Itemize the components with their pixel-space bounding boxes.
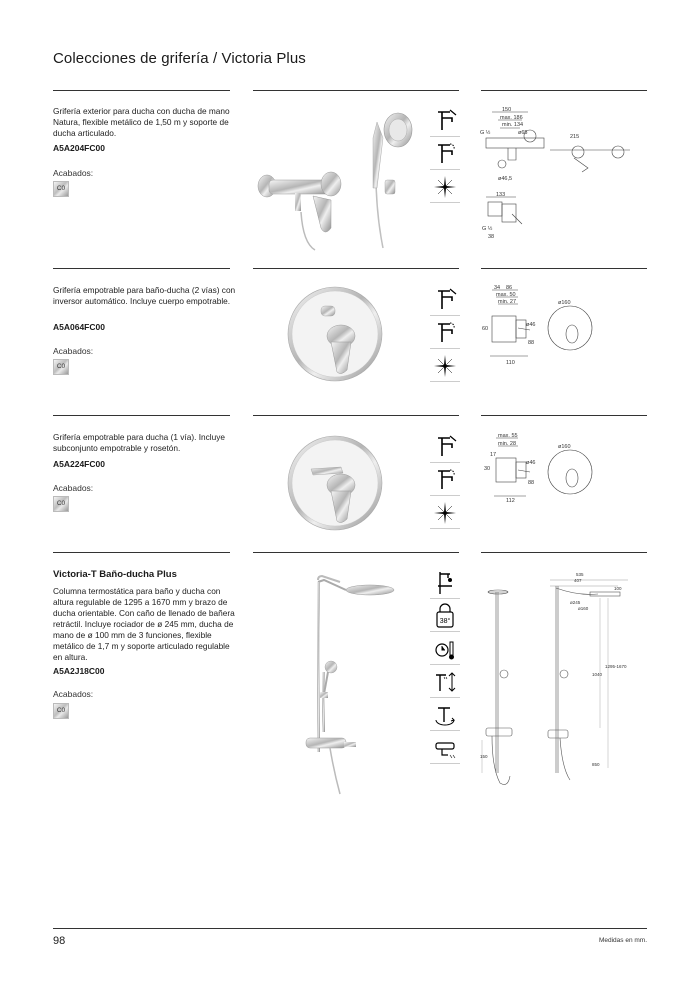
dim-label: 88 — [528, 340, 535, 346]
section-4-rule-right — [481, 552, 647, 553]
dim-label: 215 — [570, 134, 580, 140]
dim-label: max. 50 — [496, 292, 516, 298]
dim-label: 34 — [494, 285, 501, 291]
dim-label: max. 55 — [498, 433, 518, 439]
section-3-rule-right — [481, 415, 647, 416]
product-2-photo — [285, 284, 385, 384]
finish-sparkle-icon — [430, 172, 460, 203]
dim-label: ø160 — [558, 444, 571, 450]
section-1-rule-left — [53, 90, 230, 91]
product-4-finish-swatch[interactable]: C0 — [53, 703, 69, 719]
product-4-finishes-label: Acabados: — [53, 689, 94, 699]
dim-label: min. 134 — [502, 122, 524, 128]
section-4-rule-left — [53, 552, 230, 553]
dim-label: 1295-1670 — [605, 664, 627, 669]
single-lever-mixer-icon — [430, 285, 460, 316]
section-2-rule-right — [481, 268, 647, 269]
dim-label: 407 — [574, 578, 582, 583]
dim-label: ø245 — [570, 600, 581, 605]
product-3-finishes-label: Acabados: — [53, 483, 94, 493]
shower-column-icon — [430, 568, 460, 599]
dim-label: 150 — [502, 107, 512, 113]
dim-label: 1040 — [592, 672, 603, 677]
dim-label: 60 — [482, 326, 489, 332]
dim-label: 17 — [490, 452, 497, 458]
thermostatic-38-icon — [430, 601, 460, 632]
product-2-description: Grifería empotrable para baño-ducha (2 vías) con inversor automático. Incluye cuerpo empotrable. — [53, 285, 236, 306]
single-lever-mixer-icon — [430, 106, 460, 137]
section-3-rule-left — [53, 415, 230, 416]
finish-sparkle-icon — [430, 351, 460, 382]
section-1-rule-right — [481, 90, 647, 91]
dim-label: 100 — [614, 586, 622, 591]
footer-note: Medidas en mm. — [598, 937, 647, 944]
dim-label: ø65 — [518, 130, 528, 136]
product-3-photo — [285, 433, 385, 533]
dim-label: G ½ — [480, 130, 491, 136]
section-4-rule-mid — [253, 552, 459, 553]
dim-label: ø160 — [578, 606, 589, 611]
single-lever-mixer-icon — [430, 432, 460, 463]
dim-label: ø160 — [558, 300, 571, 306]
dim-label: 150 — [480, 754, 488, 759]
footer-rule — [53, 928, 647, 929]
section-3-rule-mid — [253, 415, 459, 416]
dim-label: 535 — [576, 572, 584, 577]
retractable-spout-icon — [430, 733, 460, 764]
product-1-finishes-label: Acabados: — [53, 168, 94, 178]
product-1-description: Grifería exterior para ducha con ducha de mano Natura, flexible metálico de 1,50 m y soporte de ducha articulado. — [53, 106, 230, 138]
dim-label: 110 — [506, 360, 515, 366]
product-3-description: Grifería empotrable para ducha (1 vía). Incluye subconjunto empotrable y rosetón. — [53, 432, 226, 453]
product-4-description: Columna termostática para baño y ducha con altura regulable de 1295 a 1670 mm y brazo de ducha orientable. Con caño de llenado de bañera retráctil. Incluye rociador de ø 245 mm, ducha de mano de ø 100 mm de 3 funciones, flexible metálico de 1,7 m y soporte articulado regulable en altura. — [53, 586, 235, 662]
page-number: 98 — [53, 935, 66, 947]
dim-label: 30 — [484, 466, 491, 472]
product-1-technical-drawing — [478, 102, 648, 247]
product-4-photo — [300, 572, 400, 802]
product-2-technical-drawing — [478, 282, 648, 367]
temperature-timer-icon — [430, 634, 460, 665]
dim-label: 38 — [488, 234, 495, 240]
product-1-photo — [255, 108, 425, 253]
product-2-code: A5A064FC00 — [53, 322, 105, 332]
product-4-code: A5A2J18C00 — [53, 666, 105, 676]
dim-label: 112 — [506, 498, 515, 504]
dim-label: 86 — [506, 285, 513, 291]
product-4-title: Victoria-T Baño-ducha Plus — [53, 569, 177, 580]
dim-label: min. 27 — [498, 299, 517, 305]
section-2-rule-left — [53, 268, 230, 269]
section-2-rule-mid — [253, 268, 459, 269]
product-1-finish-swatch[interactable]: C0 — [53, 181, 69, 197]
page-title: Colecciones de grifería / Victoria Plus — [53, 50, 306, 67]
dim-label: ø46 — [526, 322, 536, 328]
swivel-arm-icon — [430, 700, 460, 731]
finish-sparkle-icon — [430, 498, 460, 529]
section-1-rule-mid — [253, 90, 459, 91]
cold-start-mixer-icon — [430, 465, 460, 496]
dim-label: ø46,5 — [498, 176, 513, 182]
dim-label: 850 — [592, 762, 600, 767]
product-3-technical-drawing — [478, 428, 648, 513]
adjustable-height-icon — [430, 667, 460, 698]
cold-start-mixer-icon — [430, 318, 460, 349]
dim-label: G ½ — [482, 226, 493, 232]
product-3-code: A5A224FC00 — [53, 459, 105, 469]
cold-start-mixer-icon — [430, 139, 460, 170]
product-1-code: A5A204FC00 — [53, 143, 105, 153]
product-2-finish-swatch[interactable]: C0 — [53, 359, 69, 375]
product-2-finishes-label: Acabados: — [53, 346, 94, 356]
product-4-technical-drawing — [478, 568, 648, 793]
dim-label: ø46 — [526, 460, 536, 466]
dim-label: max. 186 — [500, 115, 523, 121]
dim-label: 88 — [528, 480, 535, 486]
product-3-finish-swatch[interactable]: C0 — [53, 496, 69, 512]
thermostat-temp-label: 38° — [439, 618, 451, 625]
dim-label: min. 28 — [498, 441, 517, 447]
dim-label: 133 — [496, 192, 506, 198]
